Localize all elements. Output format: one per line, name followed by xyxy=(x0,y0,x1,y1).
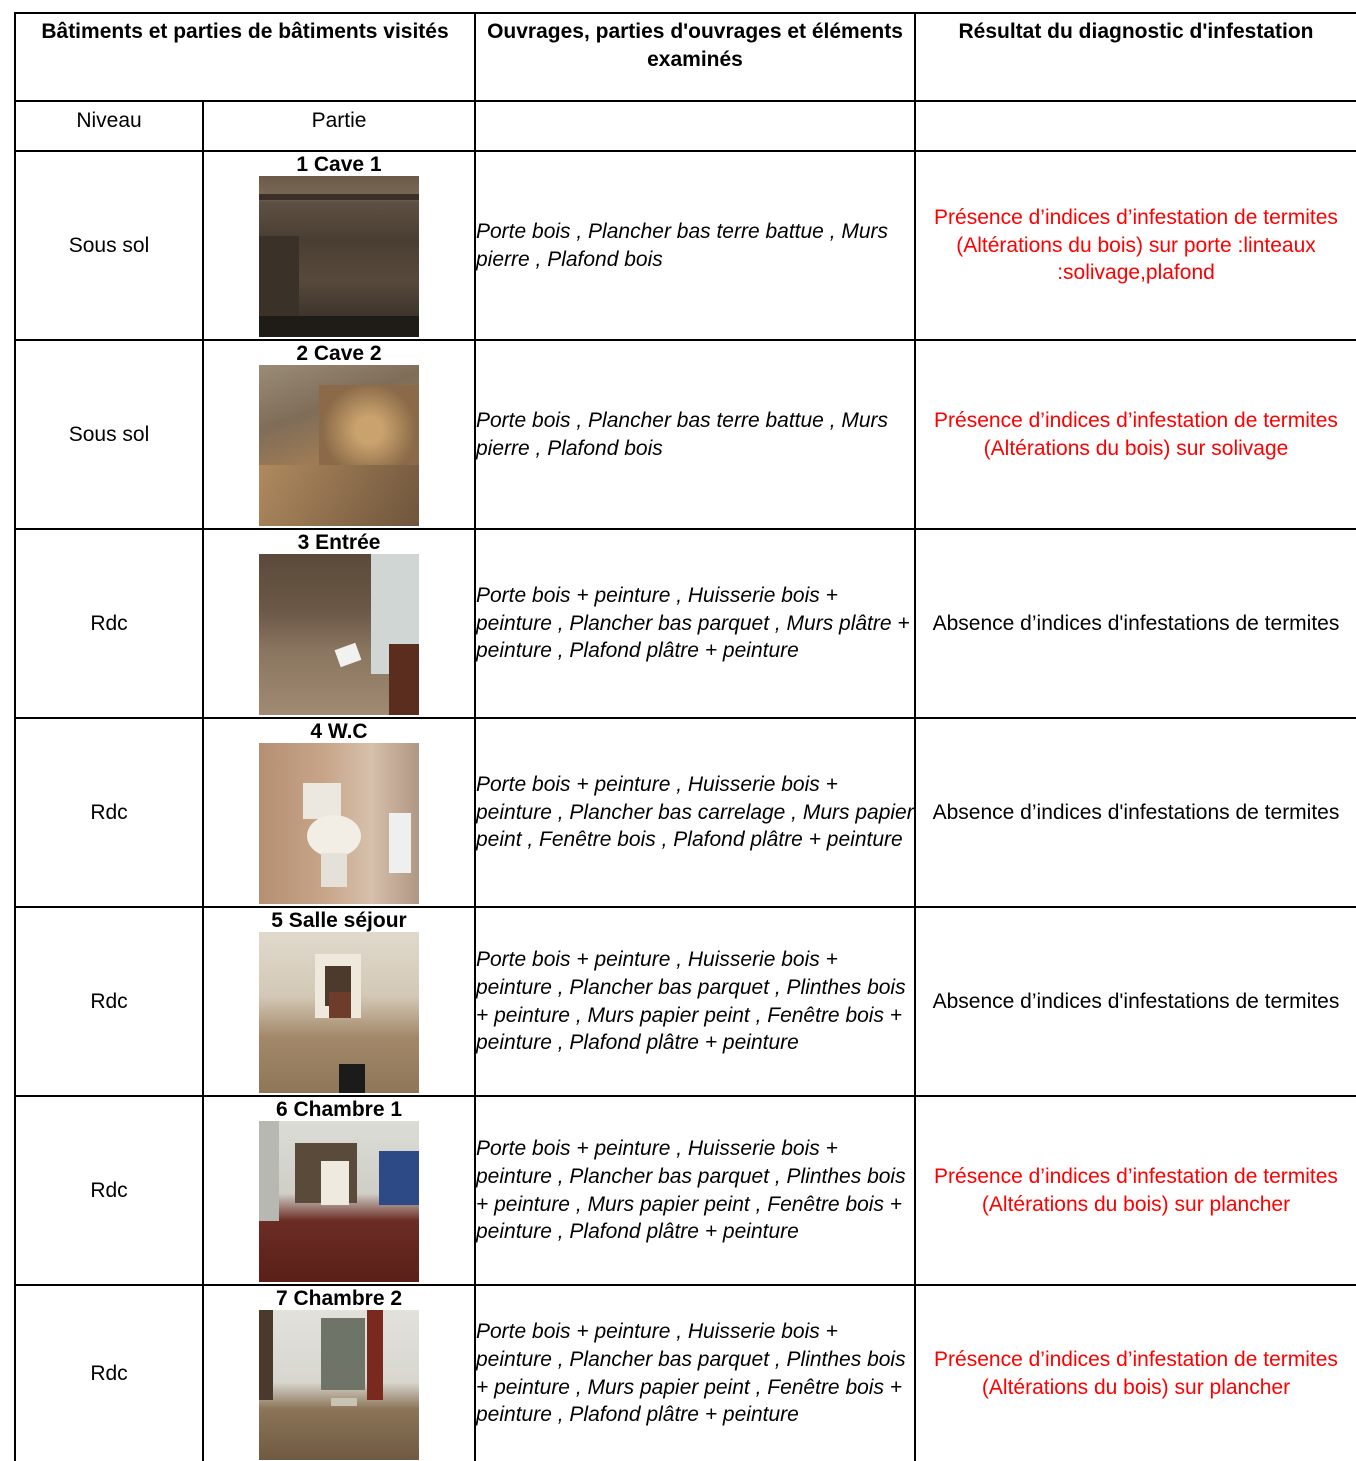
living-room-fireplace-photo xyxy=(259,932,419,1093)
ouvrages-cell: Porte bois + peinture , Huisserie bois + peinture , Plancher bas carrelage , Murs papier peint , Fenêtre bois , Plafond plâtre + peinture xyxy=(475,718,915,907)
table-row xyxy=(15,1096,1356,1285)
resultat-cell: Présence d’indices d’infestation de termites (Altérations du bois) sur porte :linteaux :solivage,plafond xyxy=(915,151,1356,340)
bedroom-1-photo xyxy=(259,1121,419,1282)
resultat-cell: Présence d’indices d’infestation de termites (Altérations du bois) sur plancher xyxy=(915,1285,1356,1461)
partie-cell xyxy=(203,907,475,1096)
partie-cell xyxy=(203,151,475,340)
table-header-row xyxy=(15,13,1356,101)
subheader-empty xyxy=(475,101,915,151)
bedroom-2-photo xyxy=(259,1310,419,1460)
resultat-cell: Présence d’indices d’infestation de termites (Altérations du bois) sur solivage xyxy=(915,340,1356,529)
partie-cell xyxy=(203,340,475,529)
header-resultat: Résultat du diagnostic d'infestation xyxy=(915,13,1356,101)
table-row xyxy=(15,907,1356,1096)
partie-cell xyxy=(203,1285,475,1461)
niveau-cell: Rdc xyxy=(15,907,203,1096)
table-row xyxy=(15,151,1356,340)
niveau-cell: Rdc xyxy=(15,1285,203,1461)
room-title: 6 Chambre 1 xyxy=(275,1098,403,1121)
table-row xyxy=(15,529,1356,718)
room-title: 2 Cave 2 xyxy=(296,342,382,365)
partie-cell xyxy=(203,1096,475,1285)
table-row xyxy=(15,1285,1356,1461)
ouvrages-cell: Porte bois + peinture , Huisserie bois + peinture , Plancher bas parquet , Murs plâtre + peinture , Plafond plâtre + peinture xyxy=(475,529,915,718)
cellar-stone-wall-photo xyxy=(259,176,419,337)
ouvrages-cell: Porte bois , Plancher bas terre battue , Murs pierre , Plafond bois xyxy=(475,151,915,340)
ouvrages-cell: Porte bois + peinture , Huisserie bois + peinture , Plancher bas parquet , Plinthes bois + peinture , Murs papier peint , Fenêtre bois + peinture , Plafond plâtre + peinture xyxy=(475,1096,915,1285)
table-row xyxy=(15,718,1356,907)
entrance-stairs-photo xyxy=(259,554,419,715)
cellar-firewood-photo xyxy=(259,365,419,526)
partie-cell xyxy=(203,718,475,907)
diagnostic-table xyxy=(14,12,1356,1461)
header-batiments: Bâtiments et parties de bâtiments visités xyxy=(15,13,475,101)
header-ouvrages: Ouvrages, parties d'ouvrages et éléments examinés xyxy=(475,13,915,101)
table-subheader-row xyxy=(15,101,1356,151)
resultat-cell: Absence d’indices d'infestations de termites xyxy=(915,718,1356,907)
table-row xyxy=(15,340,1356,529)
room-title: 3 Entrée xyxy=(297,531,381,554)
ouvrages-cell: Porte bois + peinture , Huisserie bois + peinture , Plancher bas parquet , Plinthes bois + peinture , Murs papier peint , Fenêtre bois + peinture , Plafond plâtre + peinture xyxy=(475,1285,915,1461)
niveau-cell: Sous sol xyxy=(15,151,203,340)
room-title: 4 W.C xyxy=(310,720,368,743)
ouvrages-cell: Porte bois + peinture , Huisserie bois + peinture , Plancher bas parquet , Plinthes bois + peinture , Murs papier peint , Fenêtre bois + peinture , Plafond plâtre + peinture xyxy=(475,907,915,1096)
niveau-cell: Rdc xyxy=(15,718,203,907)
room-title: 5 Salle séjour xyxy=(271,909,407,932)
partie-cell xyxy=(203,529,475,718)
resultat-cell: Absence d’indices d'infestations de termites xyxy=(915,907,1356,1096)
toilet-room-photo xyxy=(259,743,419,904)
niveau-cell: Rdc xyxy=(15,529,203,718)
room-title: 7 Chambre 2 xyxy=(275,1286,403,1310)
ouvrages-cell: Porte bois , Plancher bas terre battue , Murs pierre , Plafond bois xyxy=(475,340,915,529)
room-title: 1 Cave 1 xyxy=(296,153,382,176)
subheader-partie: Partie xyxy=(203,101,475,151)
subheader-empty xyxy=(915,101,1356,151)
niveau-cell: Sous sol xyxy=(15,340,203,529)
subheader-niveau: Niveau xyxy=(15,101,203,151)
niveau-cell: Rdc xyxy=(15,1096,203,1285)
resultat-cell: Absence d’indices d'infestations de termites xyxy=(915,529,1356,718)
resultat-cell: Présence d’indices d’infestation de termites (Altérations du bois) sur plancher xyxy=(915,1096,1356,1285)
